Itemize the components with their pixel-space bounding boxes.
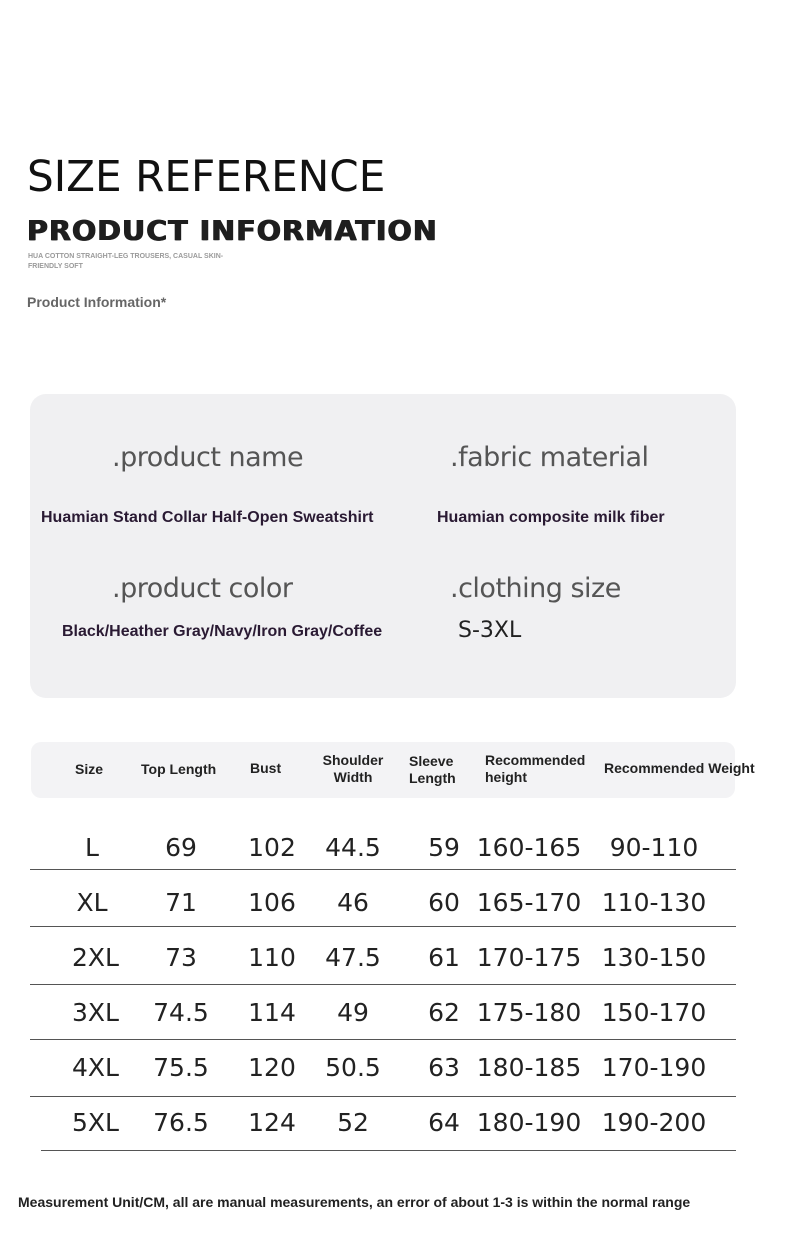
header-height-line2: height: [485, 769, 527, 785]
cell-height: 165-170: [476, 888, 582, 917]
cell-height: 180-190: [476, 1108, 582, 1137]
cell-height: 175-180: [476, 998, 582, 1027]
cell-weight: 110-130: [601, 888, 707, 917]
table-row: [30, 1095, 736, 1150]
cell-sleeve: 60: [428, 888, 460, 917]
table-row: [30, 1040, 736, 1095]
cell-top-length: 69: [165, 833, 197, 862]
clothing-size-label: .clothing size: [450, 573, 621, 604]
header-size: Size: [75, 761, 104, 777]
cell-height: 170-175: [476, 943, 582, 972]
cell-sleeve: 61: [428, 943, 460, 972]
section-label: Product Information*: [27, 294, 167, 310]
cell-sleeve: 63: [428, 1053, 460, 1082]
page-title: SIZE REFERENCE: [27, 152, 386, 202]
cell-top-length: 76.5: [153, 1108, 209, 1137]
cell-bust: 102: [248, 833, 296, 862]
cell-shoulder: 50.5: [325, 1053, 381, 1082]
cell-size: 3XL: [72, 998, 119, 1027]
cell-shoulder: 47.5: [325, 943, 381, 972]
cell-shoulder: 44.5: [325, 833, 381, 862]
cell-size: L: [85, 833, 99, 862]
cell-bust: 120: [248, 1053, 296, 1082]
cell-top-length: 74.5: [153, 998, 209, 1027]
product-color-label: .product color: [112, 573, 293, 604]
row-divider: [41, 1150, 736, 1151]
header-top-length: Top Length: [141, 761, 217, 777]
cell-sleeve: 62: [428, 998, 460, 1027]
measurement-note: Measurement Unit/CM, all are manual measurements, an error of about 1-3 is within the normal range: [18, 1194, 691, 1210]
header-sleeve-line1: Sleeve: [409, 753, 454, 769]
cell-weight: 150-170: [601, 998, 707, 1027]
header-shoulder-line2: Width: [333, 769, 373, 785]
cell-top-length: 73: [165, 943, 197, 972]
fabric-material-value: Huamian composite milk fiber: [437, 509, 665, 526]
cell-size: 4XL: [72, 1053, 119, 1082]
cell-height: 160-165: [476, 833, 582, 862]
product-name-label: .product name: [112, 442, 304, 473]
table-row: [30, 875, 736, 930]
header-recommended-weight: Recommended Weight: [604, 760, 755, 776]
product-name-value: Huamian Stand Collar Half-Open Sweatshirt: [41, 509, 374, 526]
cell-sleeve: 59: [428, 833, 460, 862]
cell-bust: 124: [248, 1108, 296, 1137]
cell-size: 2XL: [72, 943, 119, 972]
row-divider: [30, 869, 736, 870]
cell-bust: 110: [248, 943, 296, 972]
cell-size: 5XL: [72, 1108, 119, 1137]
cell-size: XL: [76, 888, 108, 917]
cell-bust: 114: [248, 998, 296, 1027]
cell-top-length: 75.5: [153, 1053, 209, 1082]
table-row: [30, 985, 736, 1040]
cell-shoulder: 49: [337, 998, 369, 1027]
header-recommended-height: [485, 752, 585, 786]
clothing-size-value: S-3XL: [458, 618, 522, 643]
cell-height: 180-185: [476, 1053, 582, 1082]
cell-shoulder: 46: [337, 888, 369, 917]
product-info-card: [30, 394, 736, 698]
cell-weight: 130-150: [601, 943, 707, 972]
header-sleeve-line2: Length: [409, 770, 456, 786]
cell-top-length: 71: [165, 888, 197, 917]
cell-sleeve: 64: [428, 1108, 460, 1137]
product-tagline: HUA COTTON STRAIGHT-LEG TROUSERS, CASUAL SKIN-FRIENDLY SOFT: [28, 253, 224, 270]
fabric-material-label: .fabric material: [450, 442, 649, 473]
row-divider: [30, 926, 736, 927]
header-height-line1: Recommended: [485, 752, 586, 768]
header-bust: Bust: [250, 760, 282, 776]
table-row: [30, 820, 736, 875]
product-color-value: Black/Heather Gray/Navy/Iron Gray/Coffee: [62, 623, 383, 640]
table-row: [30, 930, 736, 985]
cell-weight: 170-190: [601, 1053, 707, 1082]
header-shoulder-line1: Shoulder: [322, 752, 384, 768]
cell-bust: 106: [248, 888, 296, 917]
header-sleeve-length: [409, 753, 456, 787]
header-shoulder-width: [321, 752, 385, 786]
cell-weight: 190-200: [601, 1108, 707, 1137]
cell-shoulder: 52: [337, 1108, 369, 1137]
cell-weight: 90-110: [609, 833, 699, 862]
size-table-header: [31, 742, 755, 798]
product-information-heading: PRODUCT INFORMATION: [27, 214, 438, 247]
